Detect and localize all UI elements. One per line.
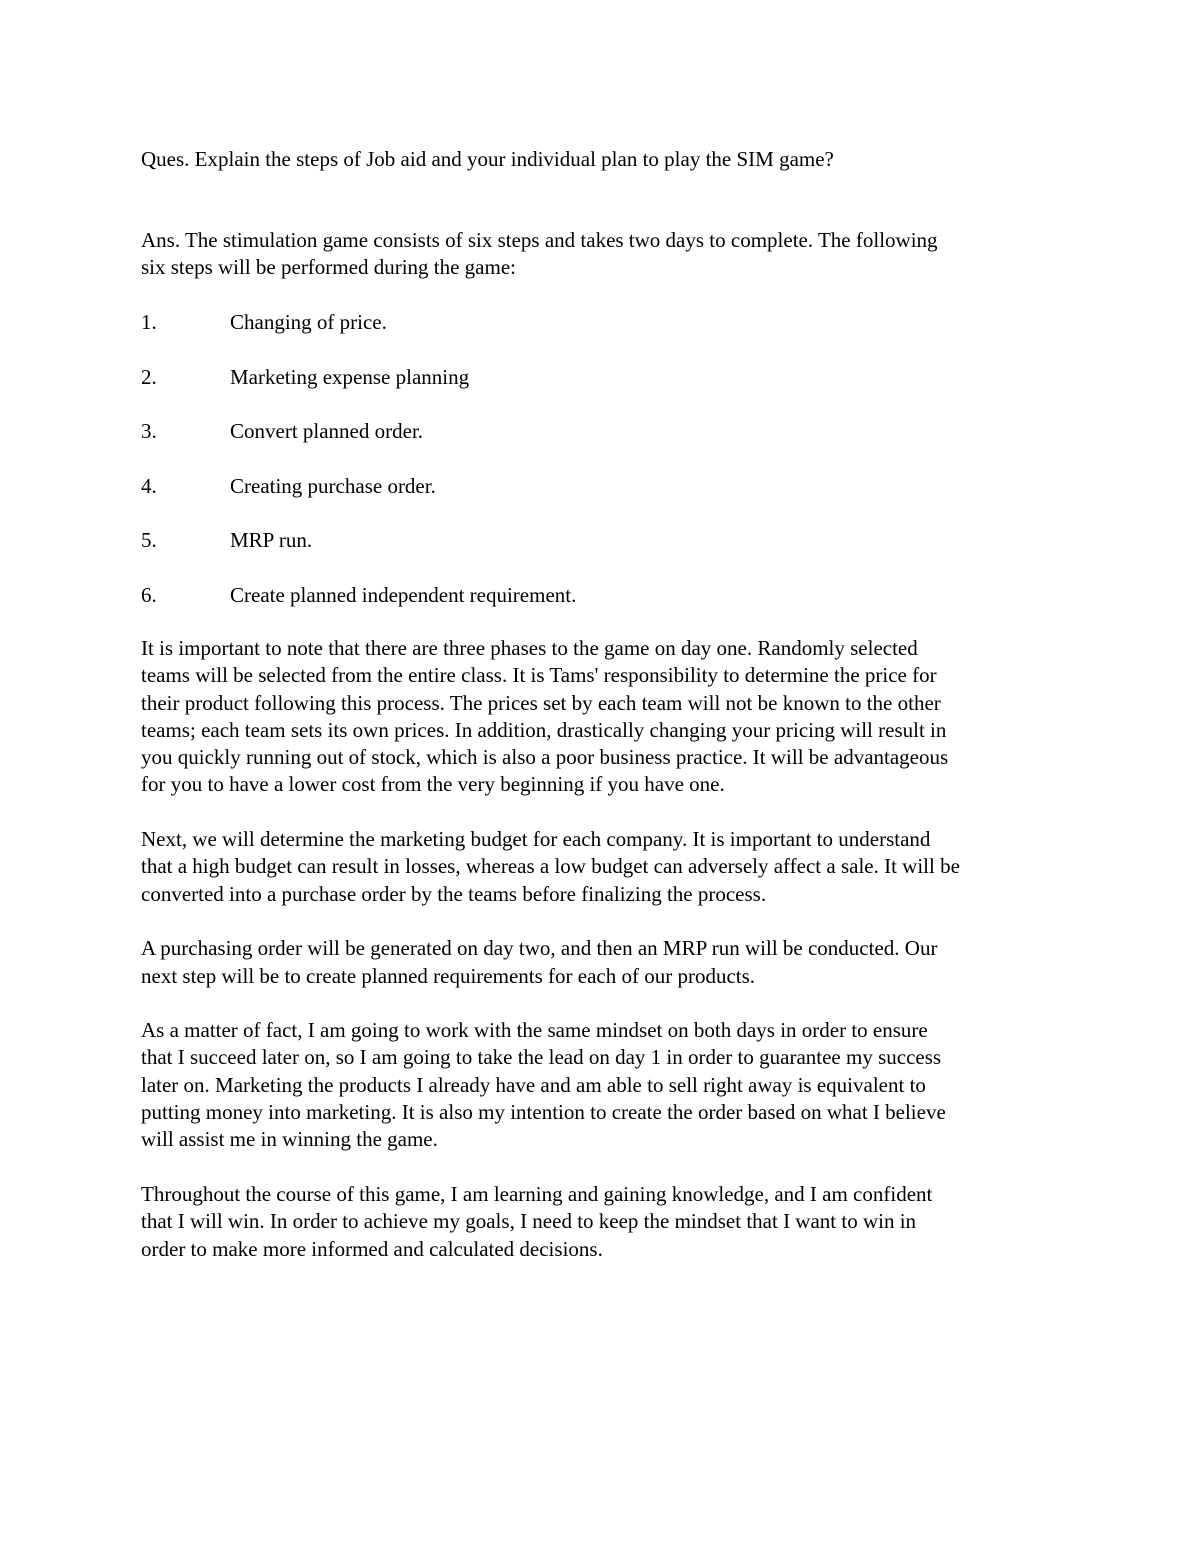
question-text: Ques. Explain the steps of Job aid and your individual plan to play the SIM game? [141, 147, 834, 171]
paragraph-line: that I will win. In order to achieve my goals, I need to keep the mindset that I want to win in [141, 1209, 917, 1234]
step-number: 4. [141, 473, 157, 498]
paragraph-plan [141, 1017, 1071, 1153]
step-text: Create planned independent requirement. [230, 582, 577, 607]
paragraph-line: Throughout the course of this game, I am learning and gaining knowledge, and I am confident [141, 1181, 933, 1206]
paragraph-marketing [141, 826, 1071, 908]
answer-intro-line: Ans. The stimulation game consists of six steps and takes two days to complete. The following [141, 228, 938, 252]
paragraph-line: It is important to note that there are three phases to the game on day one. Randomly selected [141, 636, 918, 660]
body-paragraphs [141, 635, 1071, 1290]
step-text: Changing of price. [230, 310, 387, 334]
step-item [141, 473, 1071, 528]
paragraph-line: will assist me in winning the game. [141, 1127, 438, 1152]
step-item [141, 309, 1071, 364]
paragraph-line: Next, we will determine the marketing budget for each company. It is important to understand [141, 827, 931, 852]
paragraph-line: A purchasing order will be generated on day two, and then an MRP run will be conducted. Our [141, 936, 938, 961]
paragraph-line: converted into a purchase order by the teams before finalizing the process. [141, 881, 767, 906]
answer-intro-line: six steps will be performed during the game: [141, 255, 516, 280]
paragraph-line: next step will be to create planned requirements for each of our products. [141, 963, 756, 988]
step-text: Creating purchase order. [230, 473, 436, 498]
paragraph-conclusion [141, 1181, 1071, 1263]
paragraph-line: for you to have a lower cost from the very beginning if you have one. [141, 772, 725, 797]
paragraph-line: later on. Marketing the products I already have and am able to sell right away is equivalent to [141, 1072, 926, 1097]
paragraph-line: that I succeed later on, so I am going to take the lead on day 1 in order to guarantee my success [141, 1045, 942, 1070]
step-text: Marketing expense planning [230, 364, 470, 389]
step-text: MRP run. [230, 528, 313, 552]
step-text: Convert planned order. [230, 419, 424, 443]
step-item [141, 527, 1071, 582]
paragraph-line: that a high budget can result in losses, whereas a low budget can adversely affect a sale. It will be [141, 854, 960, 879]
step-number: 6. [141, 582, 157, 607]
step-number: 1. [141, 310, 157, 334]
paragraph-line: you quickly running out of stock, which is also a poor business practice. It will be advantageous [141, 745, 949, 770]
paragraph-pricing [141, 635, 1071, 799]
paragraph-line: putting money into marketing. It is also my intention to create the order based on what I believe [141, 1100, 946, 1125]
paragraph-line: teams; each team sets its own prices. In addition, drastically changing your pricing will result in [141, 717, 947, 742]
steps-list [141, 309, 1071, 636]
step-number: 2. [141, 364, 157, 389]
paragraph-line: their product following this process. The prices set by each team will not be known to the other [141, 690, 941, 715]
paragraph-line: order to make more informed and calculated decisions. [141, 1236, 603, 1261]
step-item [141, 582, 1071, 637]
step-number: 3. [141, 419, 157, 443]
answer-intro [141, 227, 1071, 282]
step-number: 5. [141, 528, 157, 552]
paragraph-purchasing [141, 935, 1071, 990]
paragraph-line: As a matter of fact, I am going to work with the same mindset on both days in order to ensure [141, 1018, 928, 1043]
paragraph-line: teams will be selected from the entire class. It is Tams' responsibility to determine the price for [141, 663, 937, 688]
step-item [141, 418, 1071, 473]
step-item [141, 364, 1071, 419]
